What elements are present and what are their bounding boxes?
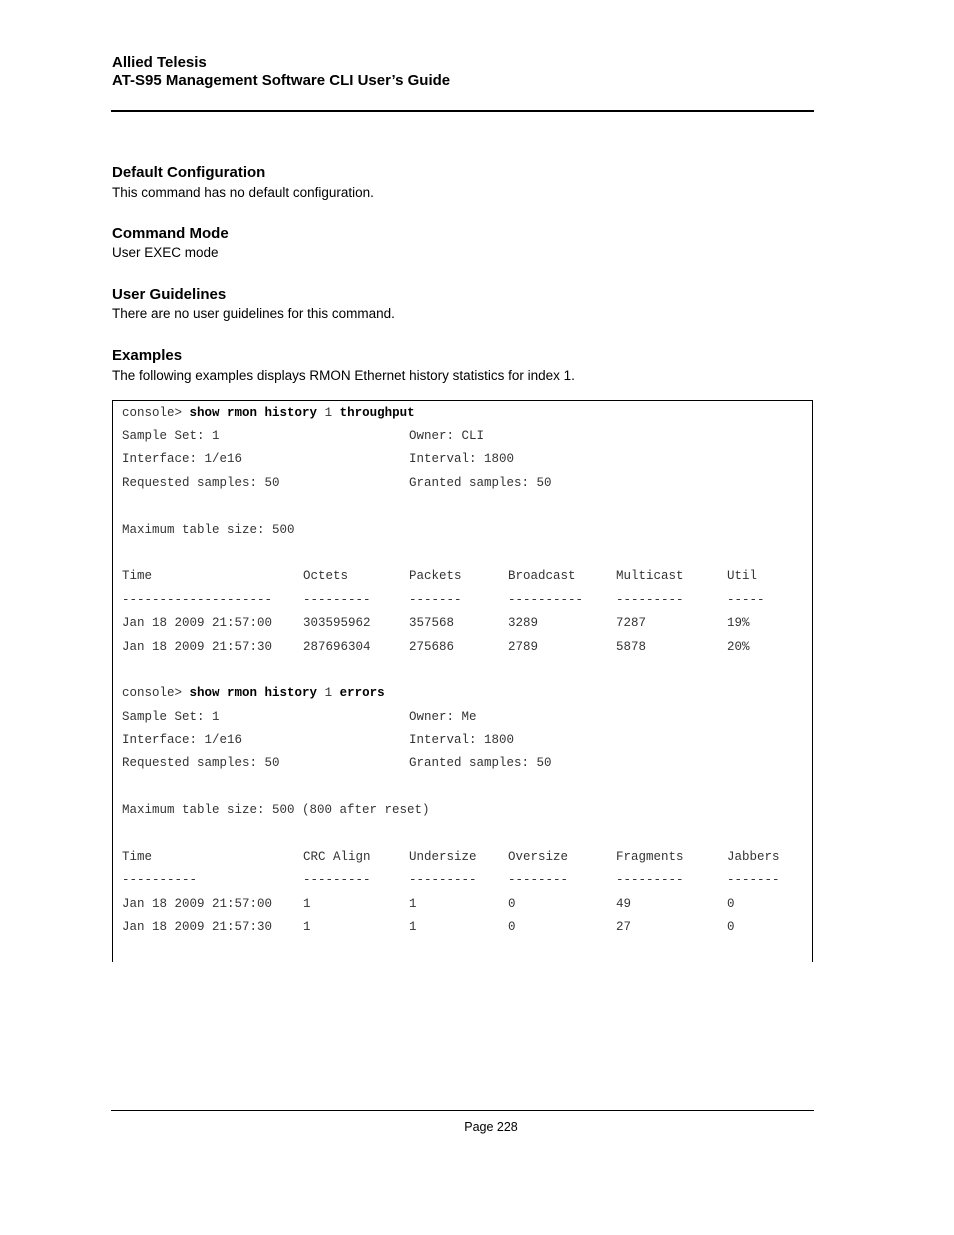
table-separator: --------- [616, 873, 684, 887]
user-guidelines-heading: User Guidelines [112, 286, 227, 303]
command-mode-text: User EXEC mode [112, 245, 219, 260]
table-cell: 49 [616, 897, 632, 911]
table-cell: 1 [409, 920, 417, 934]
header-divider [111, 110, 814, 112]
table-header: Undersize [409, 850, 477, 864]
command-line-throughput [122, 405, 415, 421]
sample-set: Sample Set: 1 [122, 429, 220, 443]
command-option: throughput [339, 406, 415, 420]
table-cell: 1 [303, 897, 311, 911]
examples-text: The following examples displays RMON Ethernet history statistics for index 1. [112, 368, 575, 383]
command-index: 1 [324, 686, 333, 700]
table-separator: -------- [508, 873, 569, 887]
table-header: Multicast [616, 569, 684, 583]
table-cell: 0 [508, 897, 516, 911]
table-header: Broadcast [508, 569, 576, 583]
table-separator: ----- [727, 593, 765, 607]
max-table-size: Maximum table size: 500 (800 after reset) [122, 803, 430, 817]
table-cell: Jan 18 2009 21:57:00 [122, 897, 273, 911]
table-separator: -------------------- [122, 593, 273, 607]
table-separator: --------- [616, 593, 684, 607]
table-cell: 19% [727, 616, 750, 630]
interval: Interval: 1800 [409, 452, 515, 466]
table-cell: Jan 18 2009 21:57:30 [122, 640, 273, 654]
table-cell: 0 [727, 920, 735, 934]
table-header: Packets [409, 569, 462, 583]
max-table-size: Maximum table size: 500 [122, 523, 295, 537]
table-cell: 2789 [508, 640, 539, 654]
console-prompt: console> [122, 406, 183, 420]
default-configuration-text: This command has no default configuration. [112, 185, 374, 200]
page-number: Page 228 [464, 1120, 518, 1134]
owner: Owner: CLI [409, 429, 485, 443]
table-cell: 3289 [508, 616, 539, 630]
interface: Interface: 1/e16 [122, 733, 243, 747]
table-cell: 1 [303, 920, 311, 934]
table-cell: 20% [727, 640, 750, 654]
command-index: 1 [324, 406, 333, 420]
default-configuration-heading: Default Configuration [112, 164, 266, 181]
table-header: Oversize [508, 850, 569, 864]
table-cell: 1 [409, 897, 417, 911]
user-guidelines-text: There are no user guidelines for this command. [112, 306, 395, 321]
table-cell: Jan 18 2009 21:57:00 [122, 616, 273, 630]
table-cell: 275686 [409, 640, 455, 654]
interface: Interface: 1/e16 [122, 452, 243, 466]
table-header: Jabbers [727, 850, 780, 864]
owner: Owner: Me [409, 710, 477, 724]
table-header: Util [727, 569, 758, 583]
guide-title: AT-S95 Management Software CLI User’s Guide [112, 72, 451, 89]
table-separator: ------- [727, 873, 780, 887]
table-separator: ---------- [122, 873, 198, 887]
table-cell: 303595962 [303, 616, 371, 630]
table-header: Octets [303, 569, 349, 583]
table-header: CRC Align [303, 850, 371, 864]
table-cell: Jan 18 2009 21:57:30 [122, 920, 273, 934]
console-prompt: console> [122, 686, 183, 700]
table-separator: ------- [409, 593, 462, 607]
interval: Interval: 1800 [409, 733, 515, 747]
table-cell: 0 [727, 897, 735, 911]
table-header: Time [122, 569, 153, 583]
code-example-box [112, 400, 813, 962]
table-cell: 27 [616, 920, 632, 934]
company-name: Allied Telesis [112, 54, 207, 71]
table-cell: 0 [508, 920, 516, 934]
examples-heading: Examples [112, 347, 183, 364]
command-keyword: show rmon history [189, 406, 318, 420]
table-cell: 287696304 [303, 640, 371, 654]
table-cell: 7287 [616, 616, 647, 630]
command-line-errors [122, 685, 385, 701]
table-separator: --------- [303, 873, 371, 887]
command-keyword: show rmon history [189, 686, 318, 700]
table-header: Fragments [616, 850, 684, 864]
page-header [112, 54, 450, 90]
requested-samples: Requested samples: 50 [122, 756, 280, 770]
granted-samples: Granted samples: 50 [409, 476, 552, 490]
table-cell: 5878 [616, 640, 647, 654]
command-option: errors [339, 686, 385, 700]
granted-samples: Granted samples: 50 [409, 756, 552, 770]
table-separator: --------- [303, 593, 371, 607]
command-mode-heading: Command Mode [112, 225, 229, 242]
table-cell: 357568 [409, 616, 455, 630]
table-separator: --------- [409, 873, 477, 887]
table-separator: ---------- [508, 593, 584, 607]
requested-samples: Requested samples: 50 [122, 476, 280, 490]
sample-set: Sample Set: 1 [122, 710, 220, 724]
table-header: Time [122, 850, 153, 864]
footer-divider [111, 1110, 814, 1111]
